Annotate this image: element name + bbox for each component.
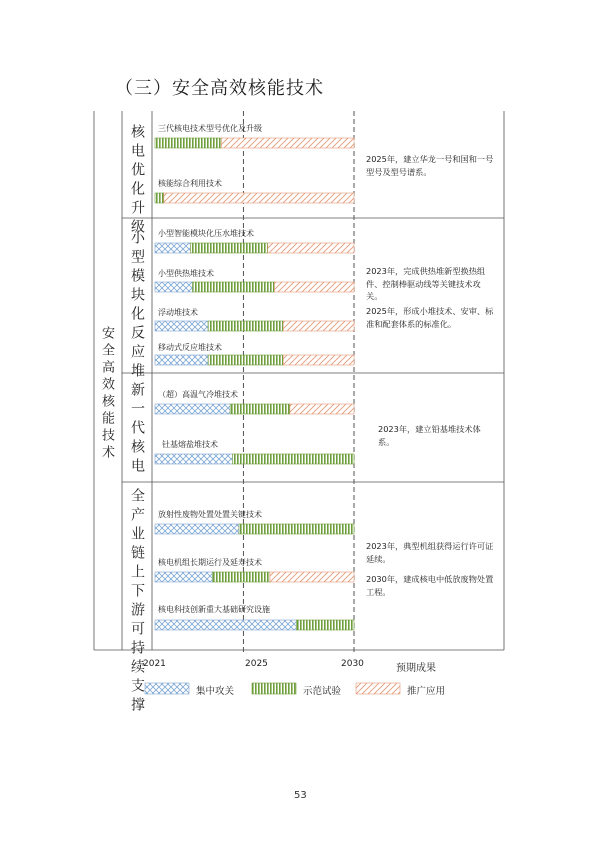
task-label: 小型供热堆技术 [158,269,214,278]
x-tick-label-2030: 2030 [341,659,364,669]
legend-swatch-concentrate [145,683,189,694]
gantt-bar-segment [208,321,283,331]
outcome-text: 2025年，建立华龙一号和国和一号型号及型号谱系。 [366,154,494,177]
task-label: 核能综合利用技术 [158,179,222,188]
category-label-upgrade: 核电优化升级 [129,124,145,238]
legend-swatch-demo [252,683,296,694]
task-label: 移动式反应堆技术 [158,343,222,352]
outcome-text: 2025年，形成小堆技术、安审、标准和配套体系的标准化。 [366,306,494,329]
domain-label: 安全高效核能技术 [99,326,114,462]
gantt-bar-segment [239,524,354,534]
gantt-bar-segment [155,193,164,203]
legend-label-demo: 示范试验 [303,686,342,697]
legend-label-promote: 推广应用 [407,686,446,697]
category-label-smr: 小型模块化反应堆 [129,230,145,382]
task-label: 放射性废物处置处置关键技术 [158,510,262,519]
gantt-bar-segment [212,572,269,582]
gantt-bar-segment [270,572,354,582]
gantt-bar-segment [232,454,354,464]
outcome-text: 2023年，完成供热堆新型换热组件、控制棒驱动线等关键技术攻关。 [366,266,486,302]
legend-swatch-promote [356,683,400,694]
gantt-bar-segment [155,243,190,253]
gantt-bar-segment [283,321,354,331]
gantt-bar-segment [155,138,221,148]
gantt-bar-segment [221,138,354,148]
outcome-header: 预期成果 [396,663,436,674]
gantt-bar-segment [155,524,239,534]
gantt-bar-segment [164,193,354,203]
gantt-bar-segment [155,282,193,292]
gantt-bar-segment [155,355,208,365]
page-number: 53 [294,790,307,801]
gantt-bar-segment [155,620,297,630]
gantt-bar-segment [230,404,290,414]
task-label: 小型智能模块化压水堆技术 [158,229,254,238]
gantt-bar-segment [290,404,354,414]
gantt-bar-segment [155,454,232,464]
chart-frame [94,111,504,650]
gantt-bar-segment [155,321,208,331]
outcome-text: 2023年，建立铅基堆技术体系。 [378,424,481,447]
gantt-bar-segment [193,282,275,292]
task-label: 三代核电技术型号优化及升级 [158,124,262,133]
task-label: （超）高温气冷堆技术 [158,390,238,399]
gantt-bar-segment [155,404,230,414]
category-label-supply-chain: 全产业链上下游可持续支撑 [129,488,145,716]
section-title: （三）安全高效核能技术 [115,78,324,99]
task-label: 钍基熔盐堆技术 [162,440,218,449]
category-label-next-gen: 新一代核电 [129,382,145,477]
task-label: 浮动堆技术 [158,308,198,317]
gantt-bar-segment [297,620,354,630]
legend-label-concentrate: 集中攻关 [196,686,235,697]
task-label: 核电机组长期运行及延寿技术 [158,558,262,567]
gantt-bar-segment [274,282,354,292]
gantt-bar-segment [208,355,283,365]
gantt-bar-segment [155,572,212,582]
gantt-bar-segment [283,355,354,365]
x-tick-label-2021: 2021 [143,659,166,669]
outcome-text: 2030年，建成核电中低放废物处置工程。 [366,574,494,597]
gantt-bar-segment [268,243,354,253]
outcome-text: 2023年，典型机组获得运行许可证延续。 [366,541,494,564]
gantt-bar-segment [190,243,267,253]
task-label: 核电科技创新重大基础研究设施 [158,605,270,614]
x-tick-label-2025: 2025 [245,659,268,669]
